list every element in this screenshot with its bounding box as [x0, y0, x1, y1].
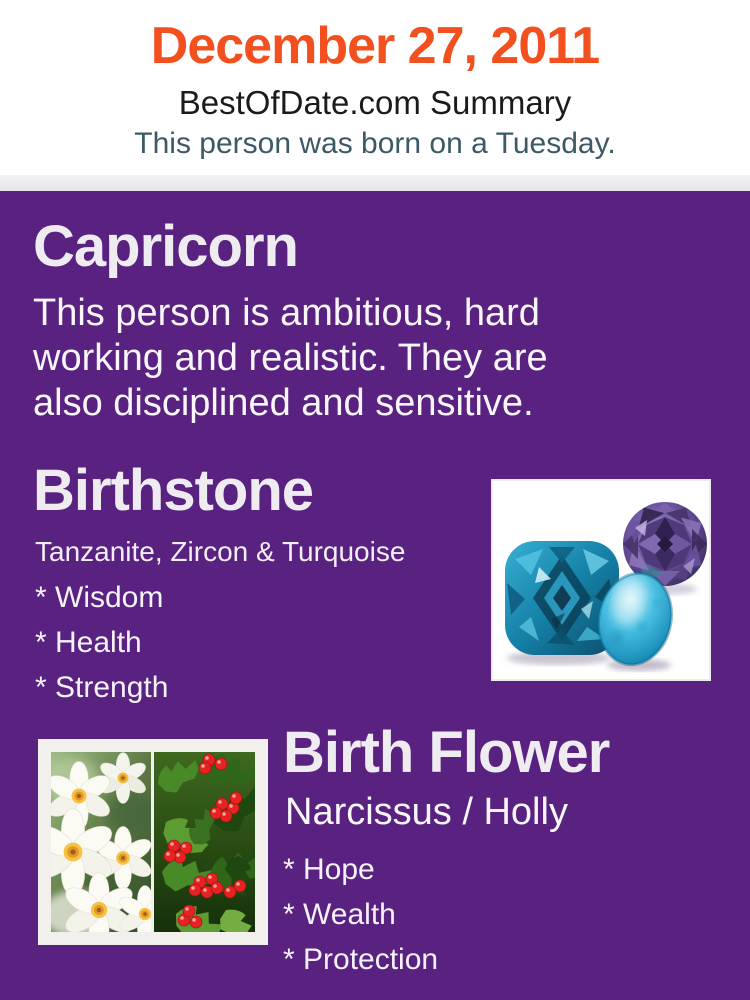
gray-divider: [0, 175, 750, 191]
birth-flower-trait-list: [283, 847, 438, 982]
zodiac-description-line: working and realistic. They are: [33, 337, 548, 379]
birth-flower-trait: * Wealth: [283, 898, 396, 931]
holly-photo: [154, 752, 255, 932]
birthstone-names: Tanzanite, Zircon & Turquoise: [35, 536, 406, 567]
site-summary-line: BestOfDate.com Summary: [178, 84, 572, 121]
birthstone-trait: * Strength: [35, 671, 169, 704]
zodiac-description-line: This person is ambitious, hard: [33, 292, 540, 334]
birth-flower-names: Narcissus / Holly: [285, 791, 568, 833]
birthstone-trait-list: [35, 575, 168, 710]
birthstone-trait: * Wisdom: [35, 581, 164, 614]
birthstone-heading: Birthstone: [33, 458, 313, 523]
weekday-line: This person was born on a Tuesday.: [134, 127, 616, 160]
gemstones-illustration: [493, 481, 709, 679]
page-title: December 27, 2011: [150, 17, 600, 75]
birth-flower-heading: Birth Flower: [283, 720, 610, 785]
birthstone-photo: [491, 479, 711, 681]
birth-flower-photo: [38, 739, 268, 945]
zodiac-heading: Capricorn: [33, 214, 298, 279]
narcissus-photo: [51, 752, 151, 932]
header: [0, 0, 750, 175]
zodiac-description: [33, 291, 548, 426]
zodiac-description-line: also disciplined and sensitive.: [33, 382, 534, 424]
birthstone-trait: * Health: [35, 626, 142, 659]
summary-body: [0, 191, 750, 1000]
birth-flower-trait: * Hope: [283, 853, 375, 886]
birth-flower-trait: * Protection: [283, 943, 439, 976]
